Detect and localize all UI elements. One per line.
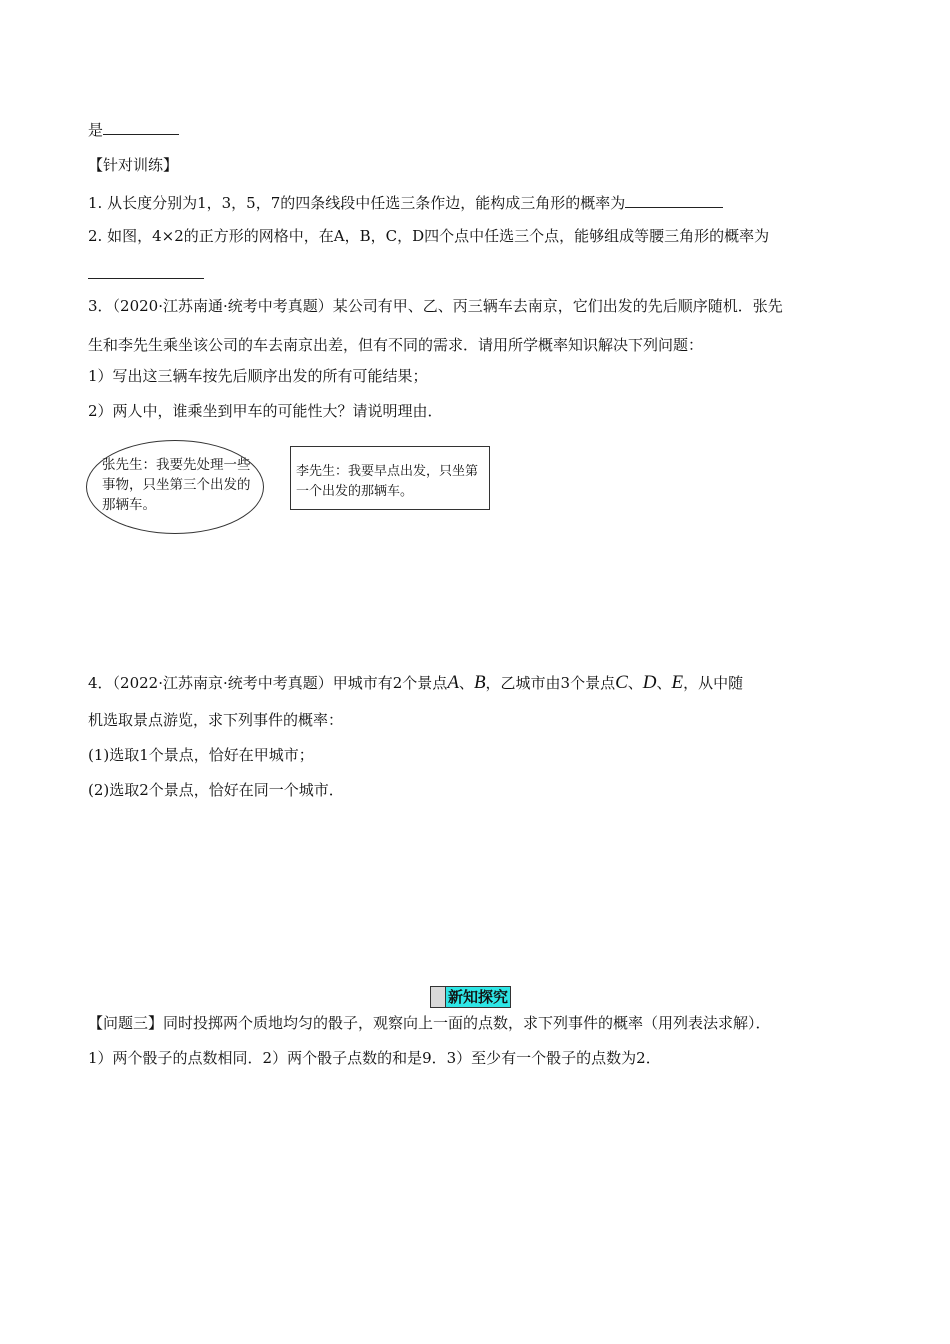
question-1: [88, 191, 723, 213]
q4-sep-3: 、: [656, 674, 672, 692]
answer-blank[interactable]: [103, 118, 179, 135]
section-tag-label: 新知探究: [448, 988, 509, 1006]
zhang-line-2: 事物，只坐第三个出发的: [102, 477, 251, 493]
q4-text-2: ，乙城市由3个景点: [485, 674, 616, 692]
li-line-2: 一个出发的那辆车。: [296, 484, 414, 499]
q4-sep-2: 、: [627, 674, 643, 692]
question-3-line-2: 生和李先生乘坐该公司的车去南京出差，但有不同的需求．请用所学概率知识解决下列问题：: [88, 336, 704, 354]
question-3-part-2: 2）两人中，谁乘坐到甲车的可能性大？请说明理由．: [88, 402, 443, 420]
problem-3-statement: 【问题三】同时投掷两个质地均匀的骰子，观察向上一面的点数，求下列事件的概率（用列表法求解）．: [88, 1014, 771, 1032]
question-2-blank-line: [88, 262, 204, 284]
q4-sep-1: 、: [458, 674, 474, 692]
section-heading: 【针对训练】: [88, 156, 179, 174]
li-line-1: 李先生：我要早点出发，只坐第: [296, 464, 479, 479]
answer-blank[interactable]: [88, 262, 204, 279]
answer-blank[interactable]: [625, 191, 723, 208]
section-tag: [430, 986, 511, 1008]
question-1-text: 1. 从长度分别为1，3，5，7的四条线段中任选三条作边，能构成三角形的概率为: [88, 194, 626, 212]
zhang-line-3: 那辆车。: [102, 497, 156, 513]
zhang-speech-text: [102, 455, 251, 515]
zhang-line-1: 张先生：我要先处理一些: [102, 457, 251, 473]
question-4-part-2: (2)选取2个景点，恰好在同一个城市．: [88, 781, 344, 799]
q4-text-1: 4．（2022·江苏南京·统考中考真题）甲城市有2个景点: [88, 674, 448, 692]
question-4-line-1: [88, 673, 743, 693]
question-3-line-1: 3．（2020·江苏南通·统考中考真题）某公司有甲、乙、丙三辆车去南京，它们出发的先后顺序随机．张先: [88, 297, 783, 315]
point-b: B: [473, 672, 486, 693]
point-d: D: [642, 672, 657, 693]
question-4-part-1: (1)选取1个景点，恰好在甲城市；: [88, 746, 314, 764]
li-speech-text: [296, 462, 478, 502]
question-3-part-1: 1）写出这三辆车按先后顺序出发的所有可能结果；: [88, 367, 428, 385]
section-tag-marker: [431, 987, 446, 1007]
point-e: E: [671, 672, 684, 693]
point-c: C: [615, 672, 628, 693]
text-shi: 是: [88, 121, 104, 139]
question-2: 2. 如图，4×2的正方形的网格中，在A，B，C，D四个点中任选三个点，能够组成等腰三角形的概率为: [88, 227, 770, 245]
question-4-line-2: 机选取景点游览，求下列事件的概率：: [88, 711, 344, 729]
answer-line-continuation: [88, 118, 179, 140]
problem-3-parts: 1）两个骰子的点数相同．2）两个骰子点数的和是9．3）至少有一个骰子的点数为2．: [88, 1049, 661, 1067]
q4-text-3: ，从中随: [683, 674, 744, 692]
point-a: A: [447, 672, 459, 693]
